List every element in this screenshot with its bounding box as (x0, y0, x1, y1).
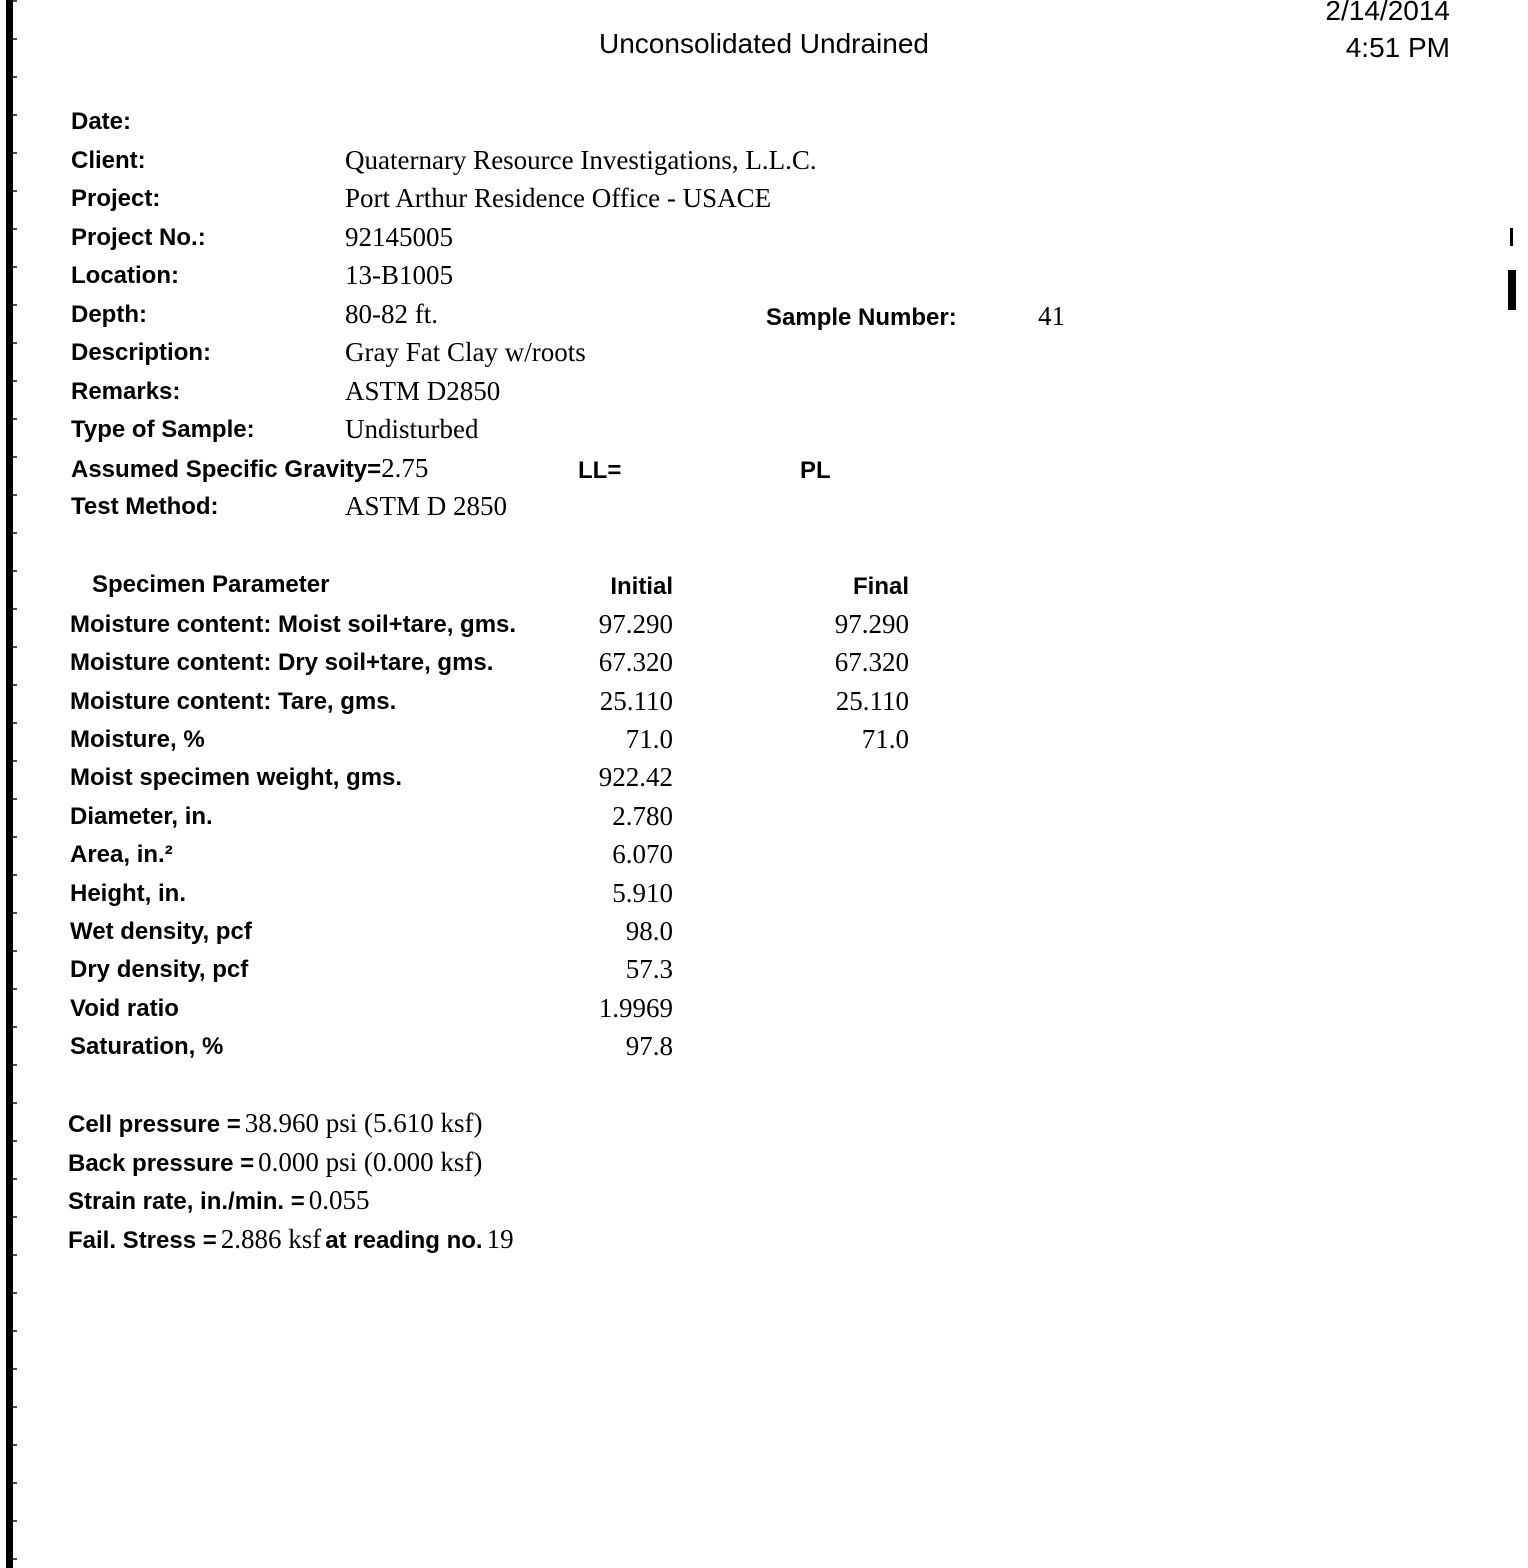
scan-edge-left (6, 0, 13, 1568)
strain-rate (68, 1185, 369, 1216)
sample-number-value: 41 (1038, 301, 1065, 331)
table-row-initial: 97.8 (625, 1031, 673, 1061)
table-row-param: Moist specimen weight, gms. (70, 764, 403, 791)
print-timestamp (1325, 0, 1450, 66)
table-row-param: Dry density, pcf (70, 956, 249, 983)
scan-mark-right-2 (1508, 270, 1516, 310)
info-label-depth: Depth: (71, 301, 147, 328)
info-value-project: Port Arthur Residence Office - USACE (345, 183, 772, 213)
sample-number-label: Sample Number: (766, 304, 957, 331)
table-row-initial: 1.9969 (598, 993, 673, 1023)
info-value-client: Quaternary Resource Investigations, L.L.C. (345, 145, 817, 175)
scan-mark-right-1 (1510, 228, 1513, 246)
info-value-sample-type: Undisturbed (345, 414, 479, 444)
table-row-param: Moisture content: Tare, gms. (70, 688, 397, 715)
table-header-initial: Initial (610, 573, 673, 600)
info-label-project-no: Project No.: (71, 224, 206, 251)
info-label-remarks: Remarks: (71, 378, 181, 405)
test-method-label: Test Method: (71, 493, 219, 520)
info-value-depth: 80-82 ft. (345, 299, 438, 329)
info-label-project: Project: (71, 185, 161, 212)
info-label-sample-type: Type of Sample: (71, 416, 255, 443)
info-value-project-no: 92145005 (345, 222, 453, 252)
table-row-param: Void ratio (70, 995, 179, 1022)
table-row-initial: 71.0 (625, 724, 673, 754)
table-row-final: 25.110 (835, 686, 909, 716)
print-time: 4:51 PM (1345, 32, 1450, 63)
table-row-initial: 67.320 (598, 647, 673, 677)
cell-pressure-label: Cell pressure = (68, 1111, 241, 1138)
table-row-param: Wet density, pcf (70, 918, 252, 945)
table-row-final: 67.320 (834, 647, 909, 677)
table-row-param: Moisture, % (70, 726, 205, 753)
fail-stress-value: 2.886 ksf (220, 1224, 322, 1254)
info-value-remarks: ASTM D2850 (345, 376, 501, 406)
table-row-final: 71.0 (861, 724, 909, 754)
table-row-initial: 97.290 (598, 609, 673, 639)
table-row-initial: 57.3 (625, 954, 673, 984)
fail-reading-value: 19 (486, 1224, 514, 1254)
info-label-date: Date: (71, 108, 132, 135)
table-row-param: Height, in. (70, 880, 186, 907)
specific-gravity-label: Assumed Specific Gravity= (71, 456, 382, 483)
table-row-param: Diameter, in. (70, 803, 213, 830)
back-pressure-value: 0.000 psi (0.000 ksf) (258, 1147, 483, 1177)
table-header-final: Final (852, 573, 909, 600)
page-title: Unconsolidated Undrained (599, 28, 929, 59)
info-value-location: 13-B1005 (345, 260, 453, 290)
specific-gravity (71, 453, 428, 484)
liquid-limit-label: LL= (578, 457, 622, 484)
back-pressure-label: Back pressure = (68, 1150, 255, 1177)
table-row-param: Moisture content: Moist soil+tare, gms. (70, 611, 517, 638)
table-row-final: 97.290 (834, 609, 909, 639)
info-label-client: Client: (71, 147, 146, 174)
info-label-location: Location: (71, 262, 179, 289)
table-row-initial: 6.070 (612, 839, 673, 869)
fail-stress (68, 1224, 514, 1255)
strain-rate-value: 0.055 (308, 1185, 370, 1215)
info-label-description: Description: (71, 339, 212, 366)
test-method-value: ASTM D 2850 (345, 491, 508, 521)
table-row-initial: 25.110 (599, 686, 673, 716)
fail-stress-label: Fail. Stress = (68, 1227, 217, 1254)
table-row-initial: 98.0 (625, 916, 673, 946)
cell-pressure (68, 1108, 483, 1139)
plastic-limit-label: PL (800, 457, 831, 484)
info-value-description: Gray Fat Clay w/roots (345, 337, 586, 367)
table-row-param: Saturation, % (70, 1033, 224, 1060)
table-row-initial: 5.910 (612, 878, 673, 908)
back-pressure (68, 1147, 482, 1178)
table-header-parameter: Specimen Parameter (92, 571, 330, 598)
scan-edge-marks (13, 0, 17, 1568)
strain-rate-label: Strain rate, in./min. = (68, 1188, 305, 1215)
cell-pressure-value: 38.960 psi (5.610 ksf) (244, 1108, 483, 1138)
fail-reading-label: at reading no. (325, 1227, 483, 1254)
table-row-param: Area, in.² (70, 841, 173, 868)
specific-gravity-value: 2.75 (381, 453, 429, 483)
print-date: 2/14/2014 (1325, 0, 1450, 26)
table-row-param: Moisture content: Dry soil+tare, gms. (70, 649, 494, 676)
table-row-initial: 922.42 (598, 762, 673, 792)
table-row-initial: 2.780 (612, 801, 673, 831)
